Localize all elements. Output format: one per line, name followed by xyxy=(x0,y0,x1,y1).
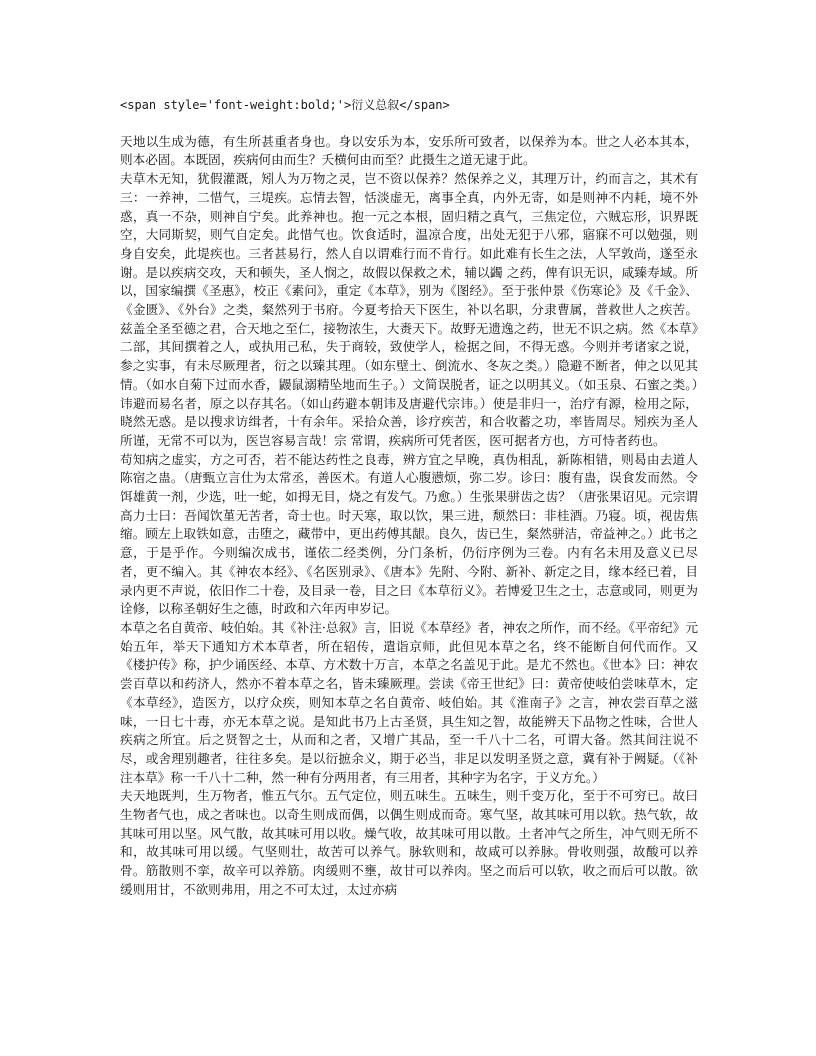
document-page xyxy=(120,96,698,900)
document-heading: <span style='font-weight:bold;'>衍义总叙</span> xyxy=(120,98,450,112)
paragraph: 天地以生成为德，有生所甚重者身也。身以安乐为本，安乐所可致者，以保养为本。世之人必本其本，则本必固。本既固，疾病何由而生？夭横何由而至？此摄生之道无逮于此。 xyxy=(120,133,698,168)
paragraph: 苟知病之虚实，方之可否，若不能达药性之良毒，辨方宜之早晚，真伪相乱，新陈相错，则曷由去道人陈宿之蛊。（唐甄立言仕为太常丞，善医术。有道人心腹懑烦，弥二岁。诊曰：腹有蛊，误食发而然。令饵雄黄一剂，少选，吐一蛇，如拇无目，烧之有发气。乃愈。）生张果骈齿之齿？（唐张果诏见。元宗谓高力士曰：吾闻饮堇无苦者，奇士也。时天寒，取以饮，果三进，颓然曰：非桂酒。乃寝。顷，视齿焦缩。顾左上取铁如意，击堕之，藏带中，更出药傅其龈。良久，齿已生，粲然骈洁，帝益神之。）此书之意，于是乎作。今则编次成书，谨依二经类例，分门条析，仍衍序例为三卷。内有名未用及意义已尽者，更不编入。其《神农本经》、《名医别录》、《唐本》先附、今附、新补、新定之目，缘本经已着，目录内更不声说，依旧作二十卷，及目录一卷，目之曰《本草衍义》。若博爱卫生之士，志意或同，则更为诠修，以称圣朝好生之德，时政和六年丙申岁记。 xyxy=(120,451,698,617)
paragraph: 夫天地既判，生万物者，惟五气尔。五气定位，则五味生。五味生，则千变万化，至于不可穷已。故曰生物者气也，成之者味也。以奇生则成而偶，以偶生则成而奇。寒气坚，故其味可用以软。热气软，故其味可用以坚。风气散，故其味可用以收。燥气收，故其味可用以散。土者冲气之所生，冲气则无所不和，故其味可用以缓。气坚则壮，故苦可以养气。脉软则和，故咸可以养脉。骨收则强，故酸可以养骨。筋散则不挛，故辛可以养筋。肉缓则不壅，故甘可以养肉。坚之而后可以软，收之而后可以散。欲缓则用甘，不欲则弗用，用之不可太过，太过亦病 xyxy=(120,788,698,897)
paragraph: 夫草木无知，犹假灌溉，矧人为万物之灵，岂不资以保养？然保养之义，其理万计，约而言之，其术有三：一养神，二惜气，三堤疾。忘情去智，恬淡虚无，离事全真，内外无寄，如是则神不内耗，境不外惑，真一不杂，则神自宁矣。此养神也。抱一元之本根，固归精之真气，三焦定位，六贼忘形，识界既空，大同斯契，则气自定矣。此惜气也。饮食适时，温凉合度，出处无犯于八邪，寤寐不可以勉强，则身自安矣，此堤疾也。三者甚易行，然人自以谓难行而不肯行。如此难有长生之法，人罕敦尚，遂至永谢。是以疾病交攻，天和顿失，圣人悯之，故假以保救之术，辅以蠲 之药，俾有识无识，咸臻寿域。所以，国家编撰《圣惠》，校正《素问》，重定《本草》，别为《图经》。至于张仲景《伤寒论》及《千金》、《金匮》、《外台》之类，粲然列于书府。今夏考拾天下医生，补以名职，分隶曹属，普救世人之疾苦。兹盖全圣至德之君，合天地之至仁，接物浓生，大赉天下。故野无遗逸之药，世无不识之病。然《本草》二部，其间撰着之人，或执用己私，失于商较，致使学人，检据之间，不得无惑。今则并考诸家之说，参之实事，有未尽厥理者，衍之以臻其理。（如东壁土、倒流水、冬灰之类。）隐避不断者，伸之以见其情。（如水自菊下过而水香，鼹鼠溺精坠地而生子。）文简误脱者，证之以明其义。（如玉泉、石蜜之类。）讳避而易名者，原之以存其名。（如山药避本朝讳及唐避代宗讳。）使是非归一，治疗有源，检用之际，晓然无惑。是以搜求访缉者，十有余年。采拾众善，诊疗疾苦，和合收蓄之功，率皆周尽。矧疾为圣人所谨，无常不可以为，医岂容易言哉！宗 常谓，疾病所可凭者医，医可据者方也，方可恃者药也。 xyxy=(120,171,698,448)
paragraph: 本草之名自黄帝、岐伯始。其《补注·总叙》言，旧说《本草经》者，神农之所作，而不经。《平帝纪》元始五年，举天下通知方术本草者，所在轺传，遣诣京师，此但见本草之名，终不能断自何代而作。又《楼护传》称，护少诵医经、本草、方术数十万言，本草之名盖见于此。是尤不然也。《世本》曰：神农尝百草以和药济人，然亦不着本草之名，皆未臻厥理。尝读《帝王世纪》曰：黄帝使岐伯尝味草木，定《本草经》，造医方，以疗众疾，则知本草之名自黄帝、岐伯始。其《淮南子》之言，神农尝百草之滋味，一日七十毒，亦无本草之说。是知此书乃上古圣贤，具生知之智，故能辨天下品物之性味，合世人疾病之所宜。后之贤智之士，从而和之者，又增广其品，至一千八十二名，可谓大备。然其间注说不尽，或舍理别趣者，往往多矣。是以衍摭余义，期于必当，非足以发明圣贤之意，冀有补于阙疑。（《补注本草》称一千八十二种，然一种有分两用者，有三用者，其种字为名字，于义方允。） xyxy=(120,619,698,785)
